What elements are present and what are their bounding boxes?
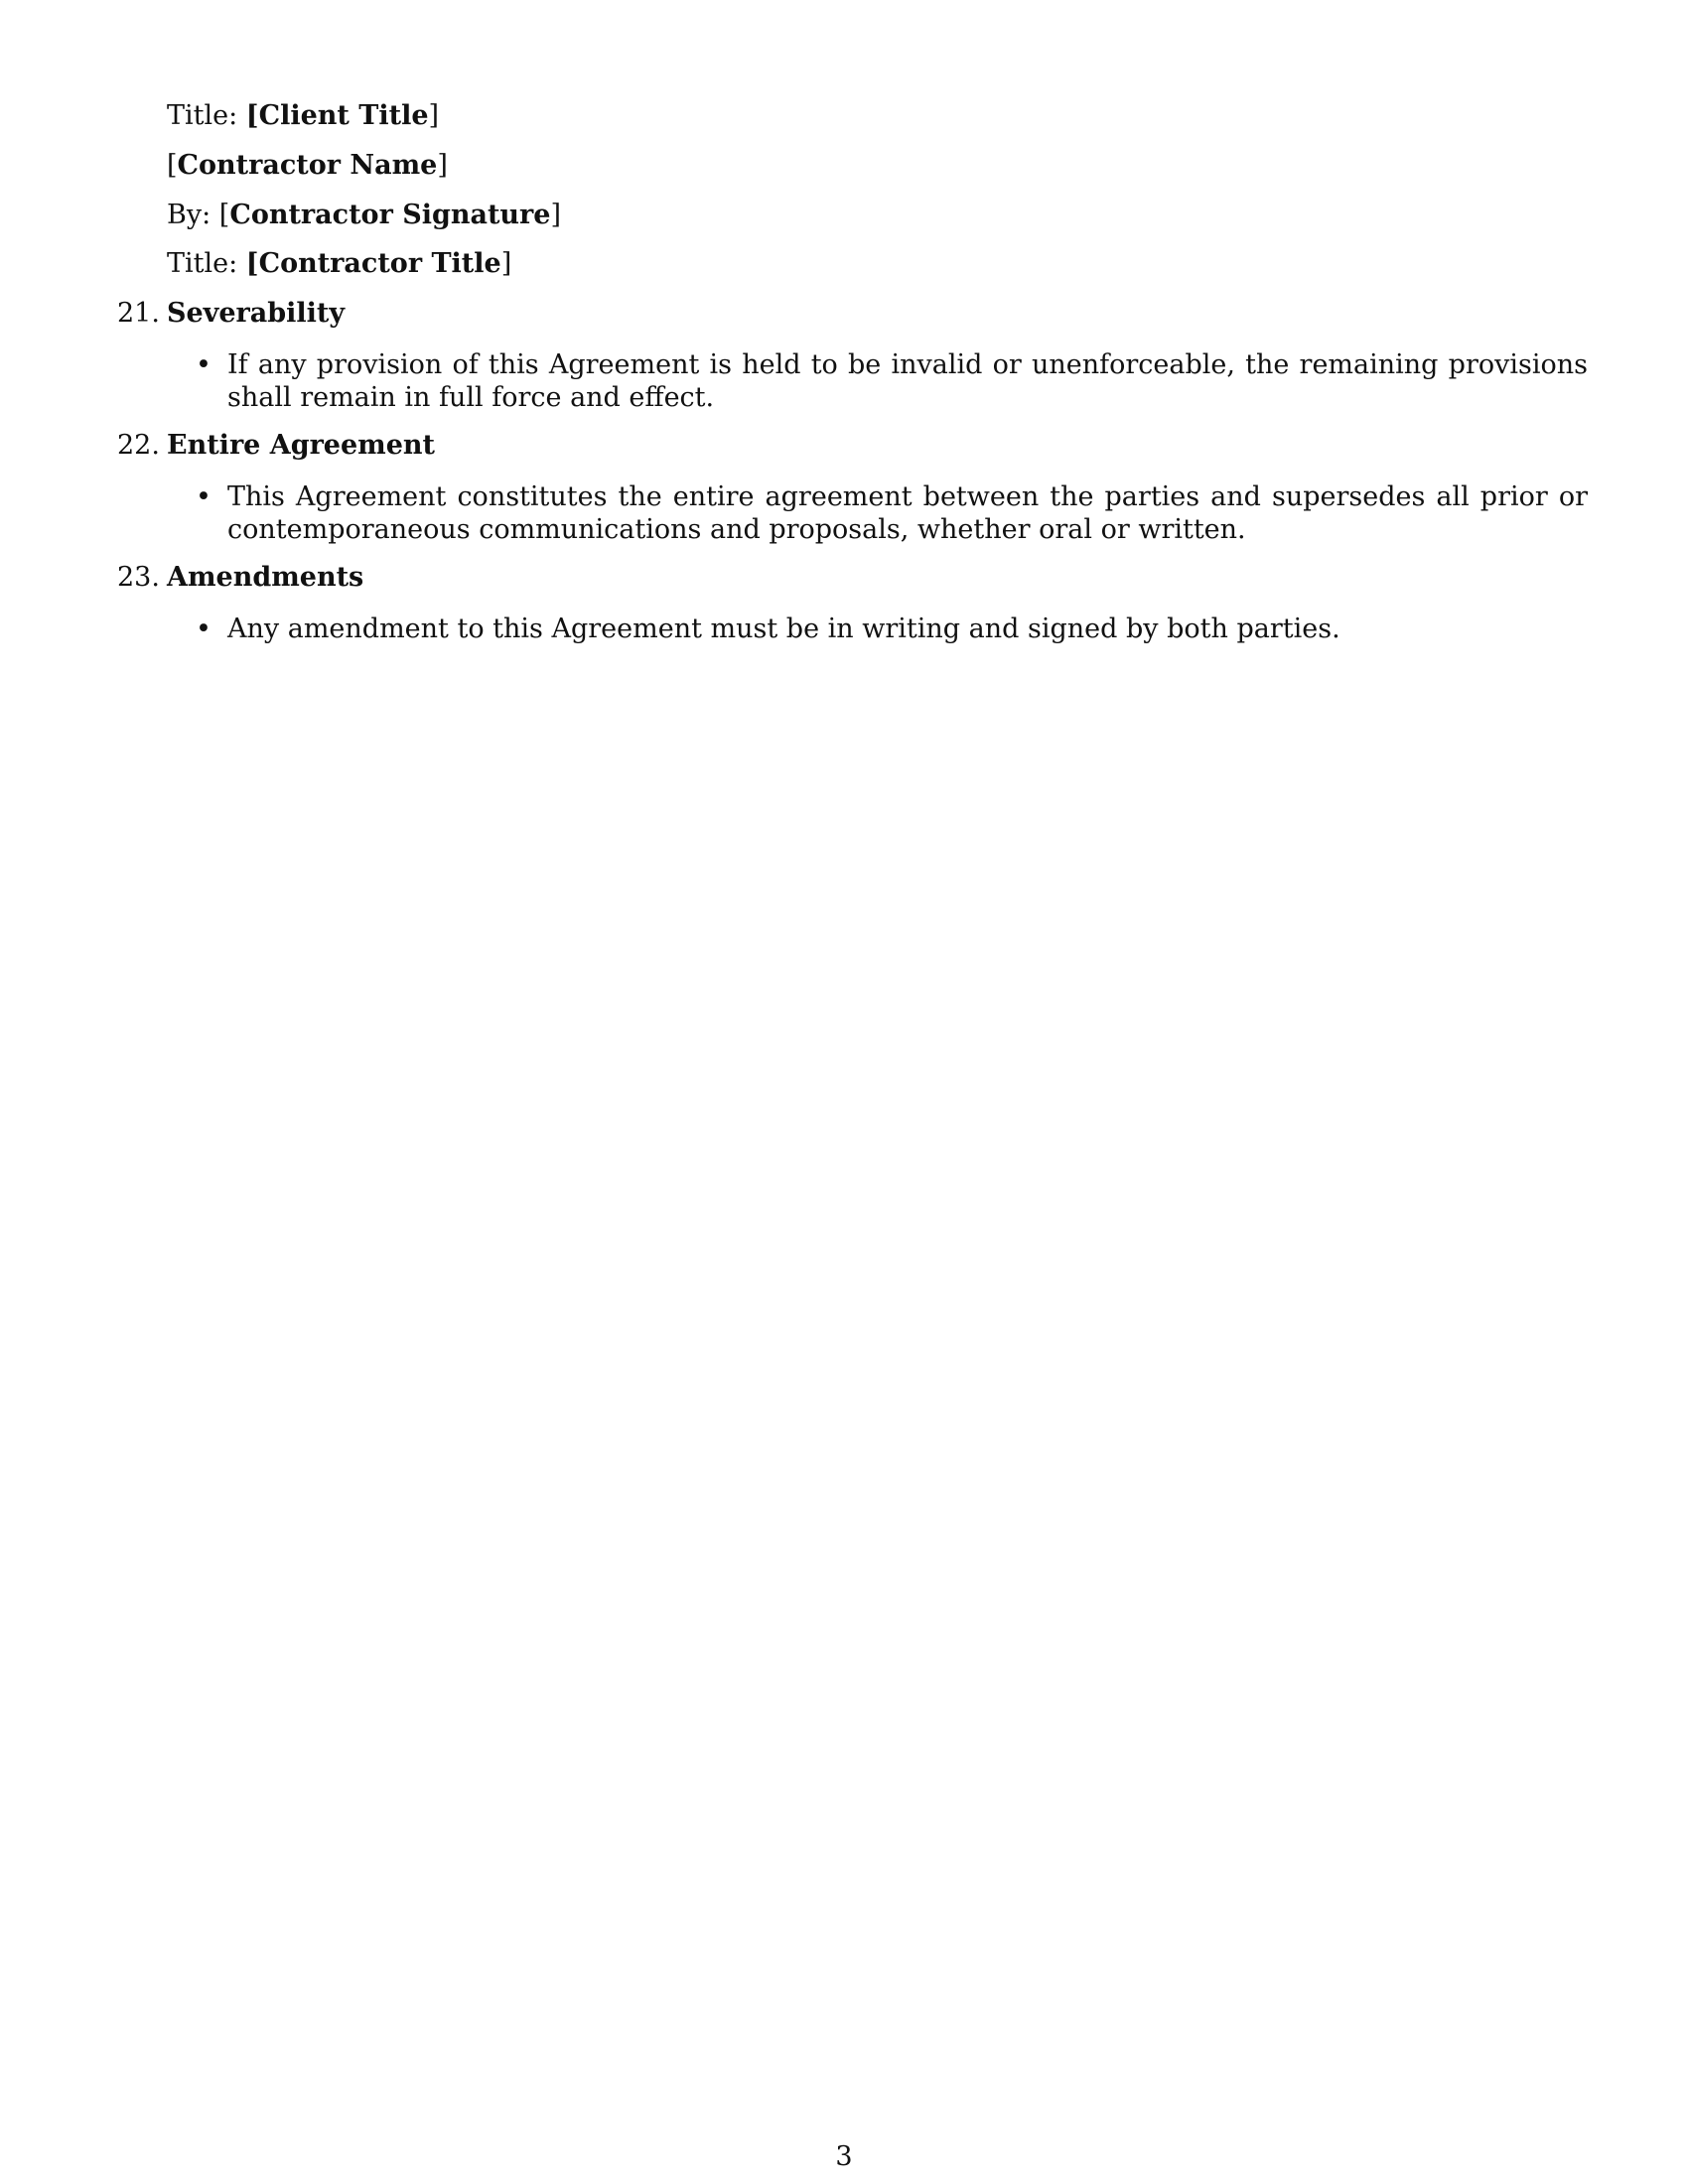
page-number: 3 [835, 2141, 853, 2172]
contractor-signature-value: Contractor Signature [229, 200, 551, 230]
section-title: Severability [167, 298, 346, 329]
client-title-value: Client Title [258, 100, 429, 131]
bullet-icon: • [196, 614, 211, 644]
bullet-icon: • [196, 349, 211, 380]
contractor-name-close-bracket: ] [437, 150, 448, 181]
bullet-icon: • [196, 481, 211, 512]
client-title-line [167, 99, 439, 133]
contractor-name-value: Contractor Name [177, 150, 438, 181]
section-number: 23. [117, 562, 160, 593]
contractor-signature-line [167, 199, 561, 232]
section-number: 22. [117, 430, 160, 461]
contractor-title-label: Title: [167, 248, 246, 279]
section-number: 21. [117, 298, 160, 329]
contractor-title-value: Contractor Title [258, 248, 501, 279]
contractor-by-open-bracket: [ [218, 200, 230, 230]
section-title: Entire Agreement [167, 430, 435, 461]
contractor-title-close-bracket: ] [500, 248, 512, 279]
client-title-open-bracket: [ [245, 100, 259, 131]
contractor-name-open-bracket: [ [167, 150, 178, 181]
contractor-title-line [167, 247, 511, 281]
contractor-title-open-bracket: [ [245, 248, 259, 279]
contractor-by-close-bracket: ] [550, 200, 562, 230]
client-title-close-bracket: ] [428, 100, 440, 131]
contractor-by-label: By: [167, 200, 219, 230]
section-body: If any provision of this Agreement is held to be invalid or unenforceable, the remaining provisions shall remain in full force and effect. [227, 349, 1588, 413]
section-body: This Agreement constitutes the entire agreement between the parties and supersedes all prior or contemporaneous communications and proposals, whether oral or written. [227, 481, 1588, 545]
section-title: Amendments [167, 562, 364, 593]
client-title-label: Title: [167, 100, 246, 131]
section-body: Any amendment to this Agreement must be in writing and signed by both parties. [227, 614, 1340, 644]
contractor-name-line [167, 149, 448, 183]
